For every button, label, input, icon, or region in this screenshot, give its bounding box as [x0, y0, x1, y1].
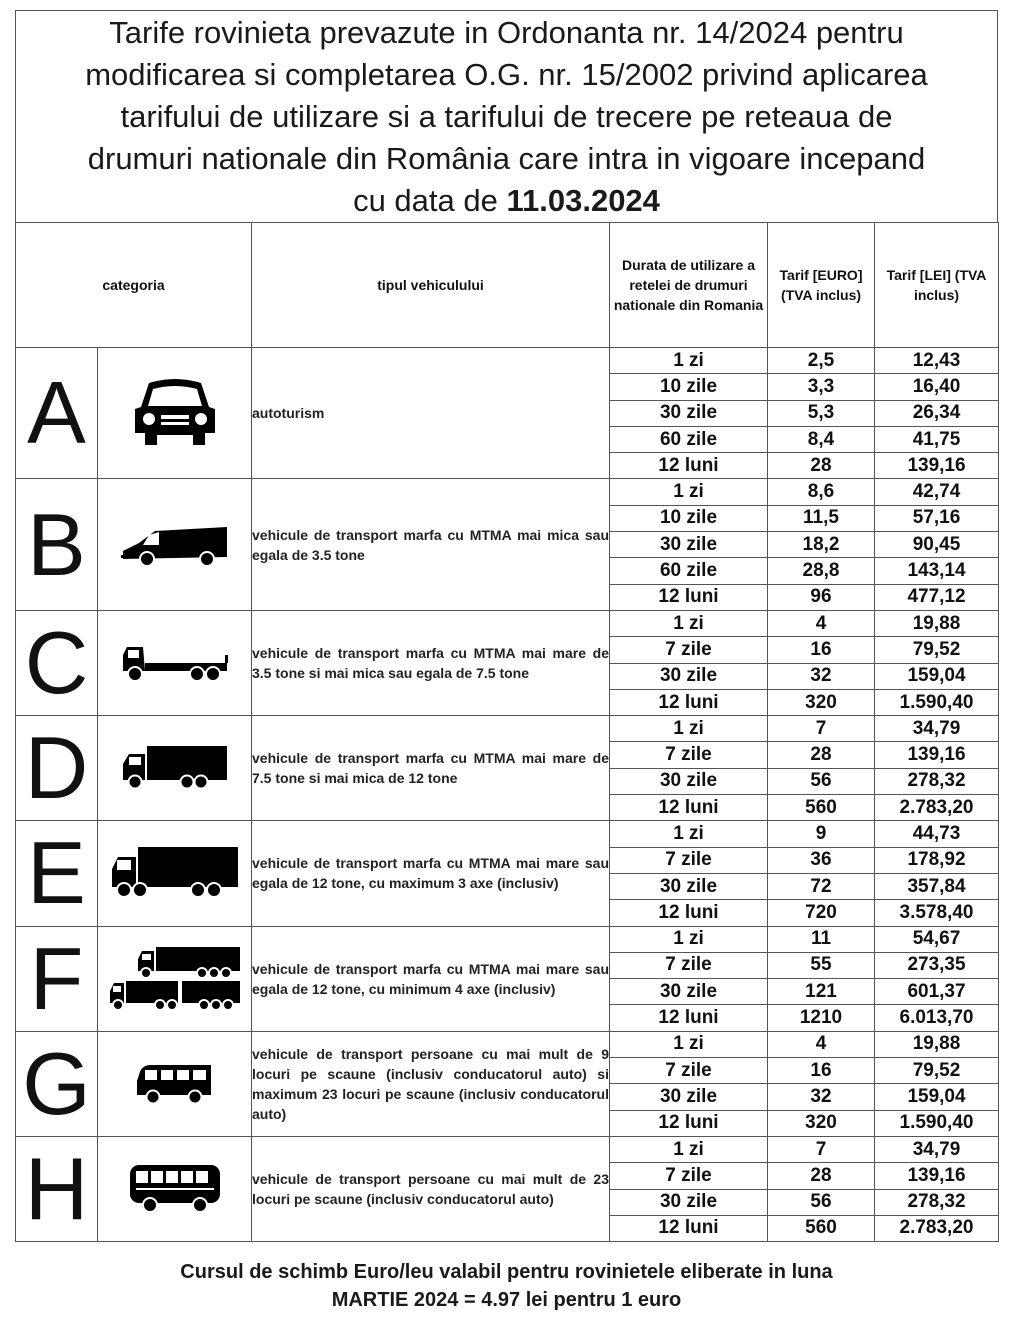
duration-cell: 12 luni [610, 1110, 768, 1136]
duration-cell: 30 zile [610, 1084, 768, 1110]
vehicle-icon-cell [98, 926, 252, 1031]
tariff-lei-cell: 159,04 [875, 1084, 999, 1110]
title-line: tarifului de utilizare si a tarifului de trecere pe reteaua de [120, 98, 893, 134]
vehicle-description: vehicule de transport marfa cu MTMA mai mare de 7.5 tone si mai mica de 12 tone [252, 716, 610, 821]
vehicle-description: vehicule de transport marfa cu MTMA mai mare sau egala de 12 tone, cu minimum 4 axe (inclusiv) [252, 926, 610, 1031]
header-tariff-eur: Tarif [EURO] (TVA inclus) [768, 223, 875, 348]
category-letter: C [16, 610, 98, 715]
vehicle-description: vehicule de transport marfa cu MTMA mai mica sau egala de 3.5 tone [252, 479, 610, 610]
truck-trailer-icon [108, 970, 242, 987]
box-truck-icon [121, 759, 229, 776]
table-row [16, 821, 999, 847]
vehicle-description: vehicule de transport marfa cu MTMA mai mare de 3.5 tone si mai mica sau egala de 7.5 tone [252, 610, 610, 715]
duration-cell: 30 zile [610, 1189, 768, 1215]
tariff-eur-cell: 4 [768, 1031, 875, 1057]
duration-cell: 12 luni [610, 689, 768, 715]
duration-cell: 1 zi [610, 821, 768, 847]
tariff-lei-cell: 143,14 [875, 558, 999, 584]
tariff-eur-cell: 55 [768, 952, 875, 978]
tariff-lei-cell: 273,35 [875, 952, 999, 978]
tariff-lei-cell: 477,12 [875, 584, 999, 610]
category-letter: G [16, 1031, 98, 1136]
category-letter: F [16, 926, 98, 1031]
document-title [15, 10, 998, 222]
title-line: Tarife rovinieta prevazute in Ordonanta nr. 14/2024 pentru [109, 14, 904, 50]
exchange-rate-note [15, 1258, 998, 1314]
vehicle-icon-cell [98, 821, 252, 926]
table-row [16, 716, 999, 742]
vehicle-description: autoturism [252, 348, 610, 479]
tariff-eur-cell: 121 [768, 979, 875, 1005]
duration-cell: 1 zi [610, 1031, 768, 1057]
tariff-eur-cell: 7 [768, 716, 875, 742]
table-row [16, 348, 999, 374]
tariff-lei-cell: 44,73 [875, 821, 999, 847]
vehicle-icon-cell [98, 479, 252, 610]
tariff-eur-cell: 7 [768, 1136, 875, 1162]
vehicle-icon-cell [98, 1136, 252, 1241]
duration-cell: 12 luni [610, 584, 768, 610]
tariff-eur-cell: 9 [768, 821, 875, 847]
category-letter: E [16, 821, 98, 926]
tariff-lei-cell: 1.590,40 [875, 689, 999, 715]
category-letter: B [16, 479, 98, 610]
tariff-eur-cell: 72 [768, 873, 875, 899]
duration-cell: 7 zile [610, 952, 768, 978]
tariff-lei-cell: 16,40 [875, 374, 999, 400]
tariff-eur-cell: 28,8 [768, 558, 875, 584]
vehicle-icon-cell [98, 348, 252, 479]
tariff-eur-cell: 720 [768, 900, 875, 926]
table-row [16, 610, 999, 636]
tariff-eur-cell: 28 [768, 453, 875, 479]
tariff-lei-cell: 90,45 [875, 532, 999, 558]
tariff-eur-cell: 2,5 [768, 348, 875, 374]
duration-cell: 10 zile [610, 374, 768, 400]
title-date-prefix: cu data de [353, 182, 507, 218]
minibus-icon [135, 1075, 215, 1092]
tariff-lei-cell: 278,32 [875, 768, 999, 794]
van-icon [119, 536, 231, 553]
tariff-lei-cell: 34,79 [875, 1136, 999, 1162]
duration-cell: 1 zi [610, 926, 768, 952]
duration-cell: 7 zile [610, 637, 768, 663]
tariff-lei-cell: 1.590,40 [875, 1110, 999, 1136]
duration-cell: 7 zile [610, 742, 768, 768]
tariff-lei-cell: 278,32 [875, 1189, 999, 1215]
tariff-lei-cell: 42,74 [875, 479, 999, 505]
table-row [16, 1031, 999, 1057]
tariff-lei-cell: 139,16 [875, 453, 999, 479]
tariff-eur-cell: 560 [768, 795, 875, 821]
title-line: modificarea si completarea O.G. nr. 15/2002 privind aplicarea [85, 56, 928, 92]
car-icon [129, 404, 221, 421]
tariff-eur-cell: 28 [768, 742, 875, 768]
duration-cell: 30 zile [610, 663, 768, 689]
bus-icon [126, 1180, 224, 1197]
tariff-eur-cell: 11,5 [768, 505, 875, 531]
tariff-lei-cell: 41,75 [875, 426, 999, 452]
tariff-eur-cell: 96 [768, 584, 875, 610]
flatbed-truck-icon [119, 654, 231, 671]
tariff-lei-cell: 2.783,20 [875, 795, 999, 821]
category-letter: D [16, 716, 98, 821]
tariff-eur-cell: 28 [768, 1163, 875, 1189]
header-category: categoria [16, 223, 252, 348]
tariff-lei-cell: 57,16 [875, 505, 999, 531]
duration-cell: 12 luni [610, 1005, 768, 1031]
tariff-lei-cell: 6.013,70 [875, 1005, 999, 1031]
effective-date: 11.03.2024 [506, 182, 660, 218]
duration-cell: 12 luni [610, 900, 768, 926]
tariff-eur-cell: 320 [768, 689, 875, 715]
tariff-lei-cell: 12,43 [875, 348, 999, 374]
tariff-lei-cell: 19,88 [875, 610, 999, 636]
tariff-eur-cell: 32 [768, 663, 875, 689]
duration-cell: 60 zile [610, 426, 768, 452]
exchange-rate-line-1: Cursul de schimb Euro/leu valabil pentru rovinietele eliberate in luna [180, 1261, 833, 1283]
vehicle-description: vehicule de transport persoane cu mai mult de 9 locuri pe scaune (inclusiv conducatorul auto) si maximum 23 locuri pe scaune (inclusiv conducatorul auto) [252, 1031, 610, 1136]
tariff-lei-cell: 139,16 [875, 1163, 999, 1189]
table-row [16, 1136, 999, 1162]
tariff-eur-cell: 5,3 [768, 400, 875, 426]
tariff-lei-cell: 178,92 [875, 847, 999, 873]
duration-cell: 30 zile [610, 400, 768, 426]
duration-cell: 7 zile [610, 847, 768, 873]
header-tariff-lei: Tarif [LEI] (TVA inclus) [875, 223, 999, 348]
vehicle-icon-cell [98, 610, 252, 715]
duration-cell: 10 zile [610, 505, 768, 531]
tariff-lei-cell: 19,88 [875, 1031, 999, 1057]
category-letter: H [16, 1136, 98, 1241]
tariff-table [15, 222, 999, 1242]
duration-cell: 60 zile [610, 558, 768, 584]
duration-cell: 30 zile [610, 532, 768, 558]
title-last-line [353, 180, 660, 222]
tariff-lei-cell: 2.783,20 [875, 1215, 999, 1241]
table-header-row [16, 223, 999, 348]
duration-cell: 30 zile [610, 873, 768, 899]
heavy-truck-icon [110, 865, 240, 882]
table-row [16, 479, 999, 505]
exchange-rate-line-2: MARTIE 2024 = 4.97 lei pentru 1 euro [331, 1289, 682, 1311]
tariff-lei-cell: 3.578,40 [875, 900, 999, 926]
header-duration: Durata de utilizare a retelei de drumuri nationale din Romania [610, 223, 768, 348]
tariff-lei-cell: 357,84 [875, 873, 999, 899]
tariff-eur-cell: 32 [768, 1084, 875, 1110]
tariff-lei-cell: 54,67 [875, 926, 999, 952]
tariff-eur-cell: 16 [768, 1058, 875, 1084]
vehicle-icon-cell [98, 716, 252, 821]
tariff-eur-cell: 36 [768, 847, 875, 873]
tariff-eur-cell: 11 [768, 926, 875, 952]
duration-cell: 7 zile [610, 1163, 768, 1189]
duration-cell: 12 luni [610, 795, 768, 821]
duration-cell: 1 zi [610, 610, 768, 636]
tariff-eur-cell: 16 [768, 637, 875, 663]
tariff-lei-cell: 79,52 [875, 1058, 999, 1084]
vehicle-description: vehicule de transport marfa cu MTMA mai mare sau egala de 12 tone, cu maximum 3 axe (inclusiv) [252, 821, 610, 926]
tariff-eur-cell: 56 [768, 768, 875, 794]
tariff-eur-cell: 8,6 [768, 479, 875, 505]
tariff-eur-cell: 560 [768, 1215, 875, 1241]
header-vehicle-type: tipul vehiculului [252, 223, 610, 348]
tariff-eur-cell: 1210 [768, 1005, 875, 1031]
title-line: drumuri nationale din România care intra in vigoare incepand [87, 140, 926, 176]
tariff-lei-cell: 139,16 [875, 742, 999, 768]
tariff-eur-cell: 18,2 [768, 532, 875, 558]
tariff-lei-cell: 34,79 [875, 716, 999, 742]
tariff-eur-cell: 3,3 [768, 374, 875, 400]
duration-cell: 12 luni [610, 1215, 768, 1241]
tariff-lei-cell: 26,34 [875, 400, 999, 426]
tariff-eur-cell: 56 [768, 1189, 875, 1215]
tariff-eur-cell: 8,4 [768, 426, 875, 452]
table-row [16, 926, 999, 952]
tariff-eur-cell: 4 [768, 610, 875, 636]
duration-cell: 1 zi [610, 1136, 768, 1162]
duration-cell: 1 zi [610, 716, 768, 742]
duration-cell: 7 zile [610, 1058, 768, 1084]
tariff-lei-cell: 79,52 [875, 637, 999, 663]
category-letter: A [16, 348, 98, 479]
duration-cell: 1 zi [610, 348, 768, 374]
duration-cell: 30 zile [610, 768, 768, 794]
tariff-lei-cell: 159,04 [875, 663, 999, 689]
tariff-lei-cell: 601,37 [875, 979, 999, 1005]
duration-cell: 1 zi [610, 479, 768, 505]
vehicle-description: vehicule de transport persoane cu mai mult de 23 locuri pe scaune (inclusiv conducatorul auto) [252, 1136, 610, 1241]
vehicle-icon-cell [98, 1031, 252, 1136]
duration-cell: 30 zile [610, 979, 768, 1005]
tariff-eur-cell: 320 [768, 1110, 875, 1136]
duration-cell: 12 luni [610, 453, 768, 479]
